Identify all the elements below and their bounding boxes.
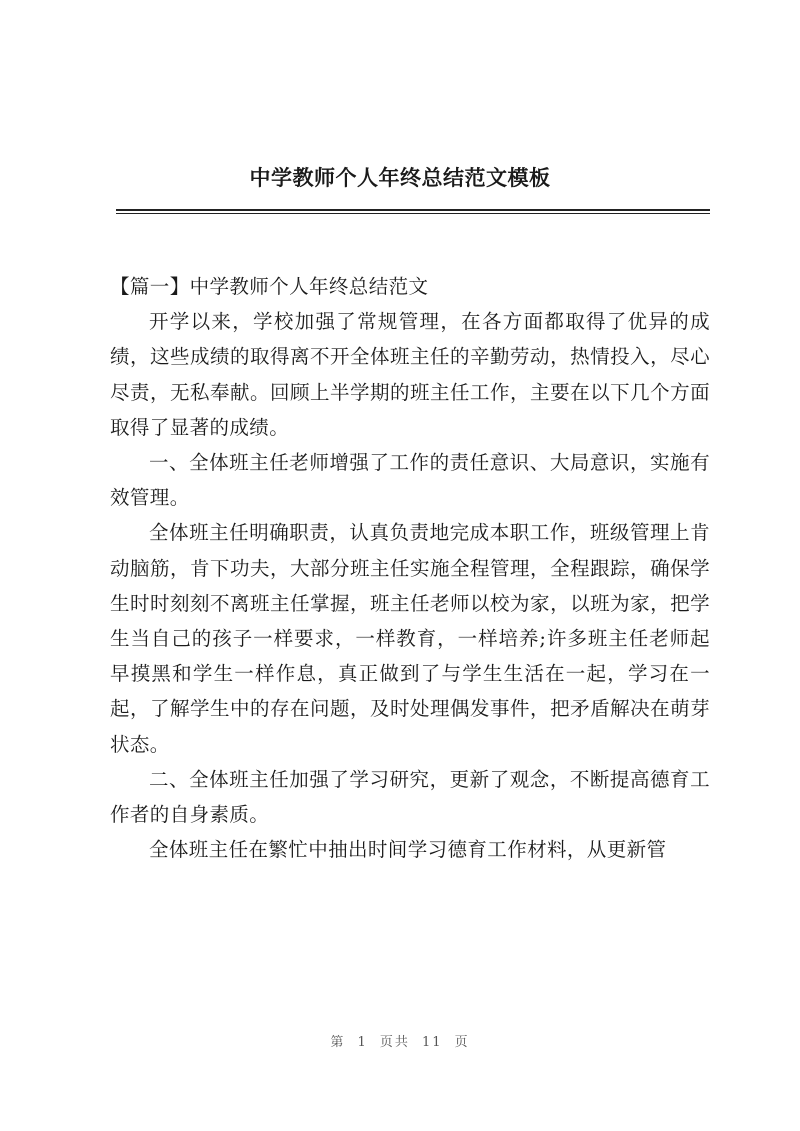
paragraph: 二、全体班主任加强了学习研究，更新了观念，不断提高德育工作者的自身素质。 bbox=[110, 767, 710, 827]
page-number-footer: 第 1 页共 11 页 bbox=[330, 1035, 470, 1050]
section-heading: 【篇一】中学教师个人年终总结范文 bbox=[110, 275, 429, 298]
paragraph: 开学以来，学校加强了常规管理，在各方面都取得了优异的成绩，这些成绩的取得离不开全体班主任的辛勤劳动，热情投入，尽心尽责，无私奉献。回顾上半学期的班主任工作，主要在以下几个方面取得了显著的成绩。 bbox=[110, 310, 710, 439]
page-title: 中学教师个人年终总结范文模板 bbox=[249, 165, 551, 190]
document-body bbox=[110, 269, 710, 867]
title-divider bbox=[116, 209, 710, 214]
paragraph: 全体班主任在繁忙中抽出时间学习德育工作材料，从更新管 bbox=[149, 838, 667, 862]
paragraph: 一、全体班主任老师增强了工作的责任意识、大局意识，实施有效管理。 bbox=[110, 451, 710, 510]
paragraph: 全体班主任明确职责，认真负责地完成本职工作，班级管理上肯动脑筋，肯下功夫，大部分班主任实施全程管理，全程跟踪，确保学生时时刻刻不离班主任掌握，班主任老师以校为家，以班为家，把学生当自己的孩子一样要求，一样教育，一样培养;许多班主任老师起早摸黑和学生一样作息，真正做到了与学生生活在一起，学习在一起，了解学生中的存在问题，及时处理偶发事件，把矛盾解决在萌芽状态。 bbox=[110, 521, 710, 756]
